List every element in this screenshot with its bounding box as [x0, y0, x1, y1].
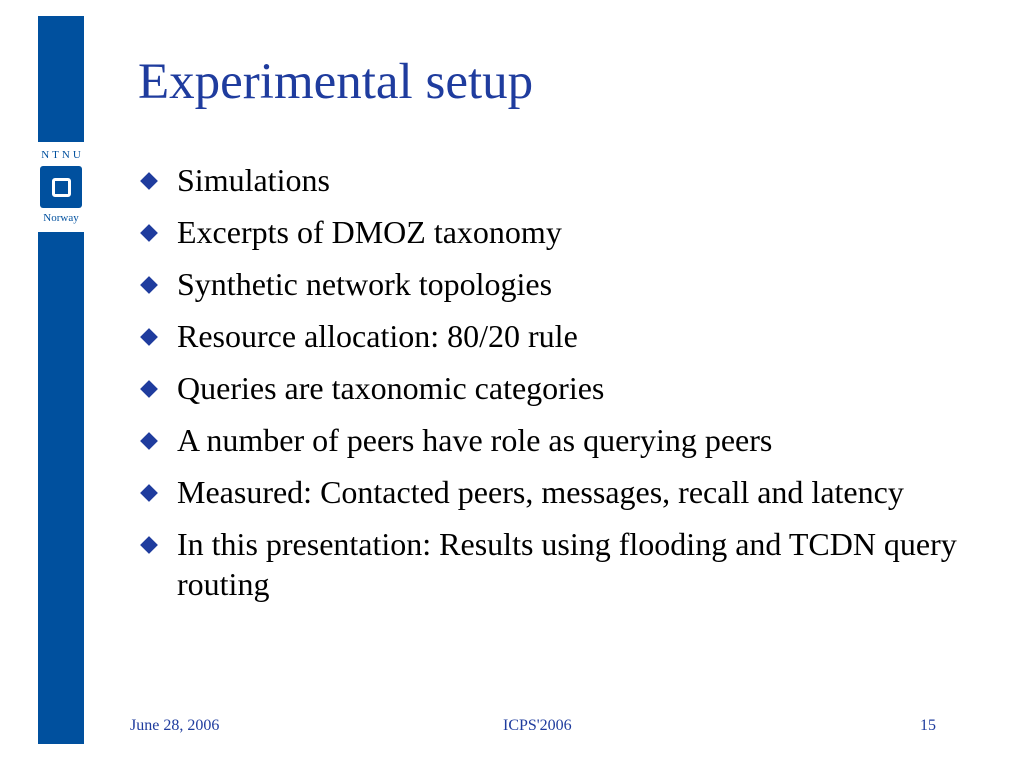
- bullet-text: In this presentation: Results using flooding and TCDN query routing: [177, 526, 957, 602]
- bullet-item: [142, 368, 992, 408]
- diamond-bullet-icon: [140, 224, 158, 242]
- bullet-text: Simulations: [177, 162, 330, 198]
- diamond-bullet-icon: [140, 536, 158, 554]
- logo-top-text: NTNU: [41, 149, 84, 161]
- diamond-bullet-icon: [140, 432, 158, 450]
- diamond-bullet-icon: [140, 380, 158, 398]
- ntnu-logo: [36, 148, 86, 232]
- bullet-text: Resource allocation: 80/20 rule: [177, 318, 578, 354]
- bullet-item: [142, 472, 992, 512]
- bullet-item: [142, 524, 992, 604]
- bullet-item: [142, 316, 992, 356]
- diamond-bullet-icon: [140, 276, 158, 294]
- bullet-text: Measured: Contacted peers, messages, recall and latency: [177, 474, 904, 510]
- slide-title: Experimental setup: [138, 54, 534, 110]
- bullet-text: Excerpts of DMOZ taxonomy: [177, 214, 562, 250]
- logo-bottom-text: Norway: [43, 212, 79, 224]
- sidebar-stripe-bottom: [38, 232, 84, 744]
- footer-page-number: 15: [920, 717, 936, 734]
- diamond-bullet-icon: [140, 328, 158, 346]
- bullet-item: [142, 264, 992, 304]
- bullet-item: [142, 160, 992, 200]
- bullet-text: Synthetic network topologies: [177, 266, 553, 302]
- bullet-item: [142, 420, 992, 460]
- bullet-text: Queries are taxonomic categories: [177, 370, 605, 406]
- diamond-bullet-icon: [140, 172, 158, 190]
- bullet-list: [142, 160, 992, 616]
- sidebar-stripe-top: [38, 16, 84, 142]
- logo-square-icon: [40, 166, 82, 208]
- footer-date: June 28, 2006: [130, 717, 220, 734]
- bullet-item: [142, 212, 992, 252]
- diamond-bullet-icon: [140, 484, 158, 502]
- footer-conference: ICPS'2006: [503, 717, 572, 734]
- bullet-text: A number of peers have role as querying peers: [177, 422, 773, 458]
